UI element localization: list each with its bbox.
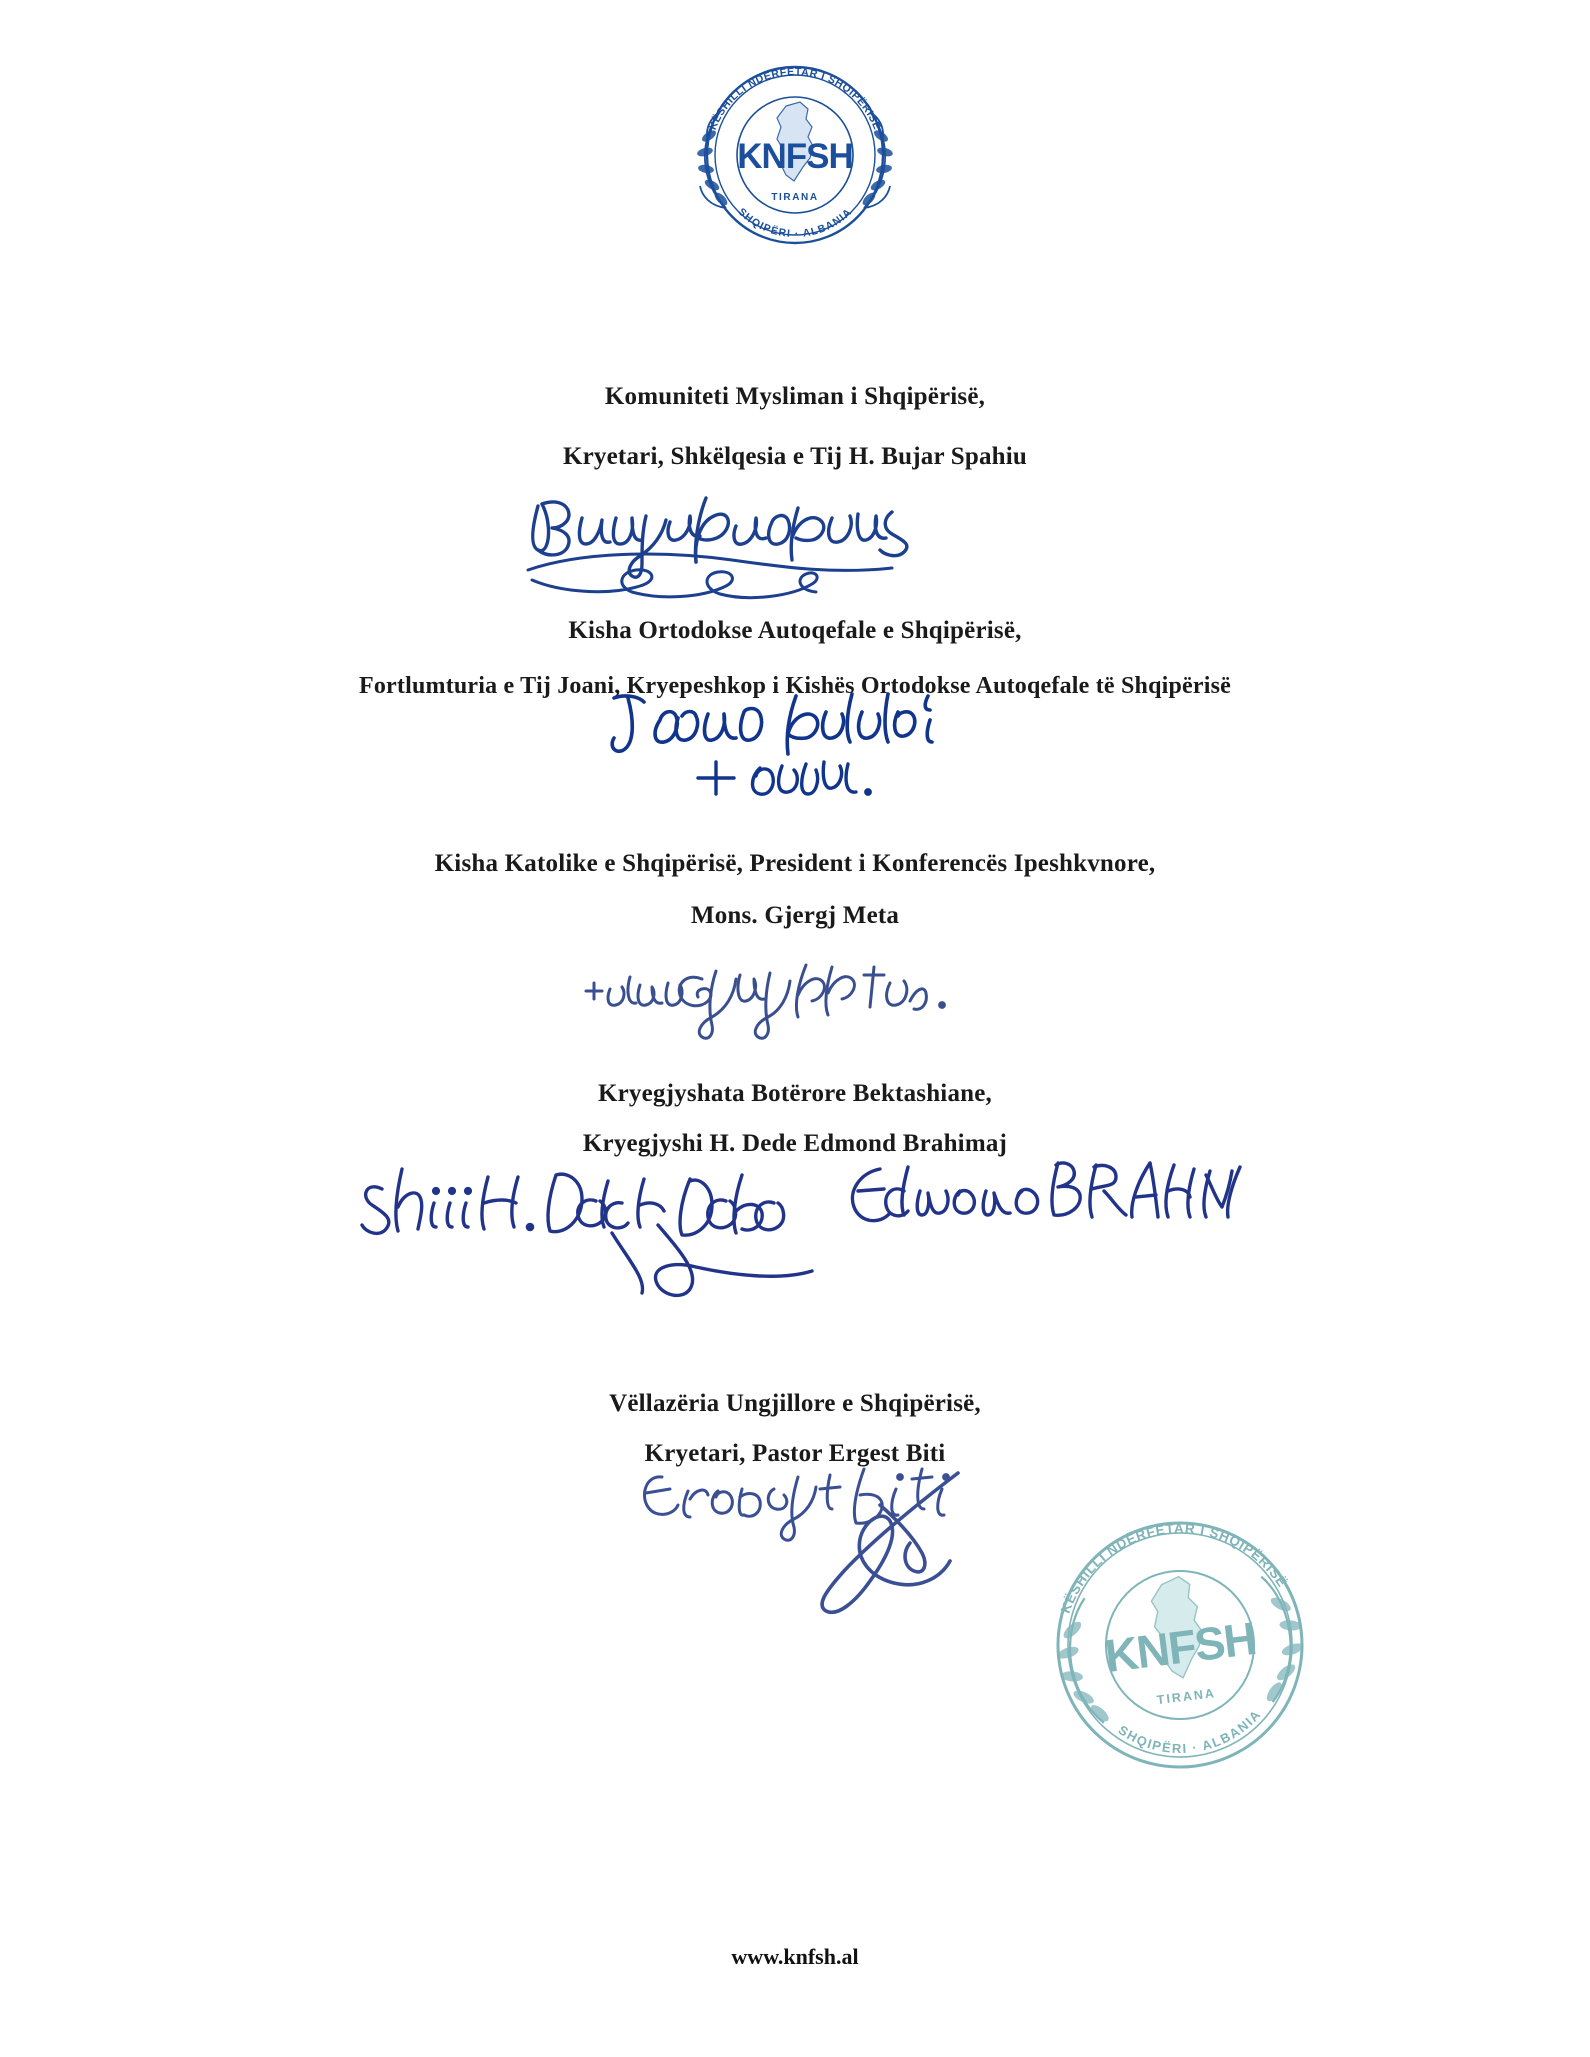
svg-text:SHQIPËRI · ALBANIA: SHQIPËRI · ALBANIA: [735, 205, 855, 241]
signatory-line: Kryegjyshi H. Dede Edmond Brahimaj: [582, 1129, 1008, 1157]
signatory-block-vellazeria-ungjillore: [0, 1385, 1590, 1472]
signature-joan-pelushi: [600, 690, 980, 810]
signatory-line: Fortlumturia e Tij Joani, Kryepeshkop i Kishës Ortodokse Autoqefale të Shqipërisë: [358, 672, 1231, 699]
signatory-line: Kryetari, Pastor Ergest Biti: [644, 1439, 946, 1467]
signatory-line: Komuniteti Mysliman i Shqipërisë,: [604, 383, 986, 410]
svg-text:KNFSH: KNFSH: [737, 137, 853, 176]
signatory-block-komuniteti-mysliman: [0, 378, 1590, 475]
svg-text:TIRANA: TIRANA: [771, 192, 819, 203]
signatory-block-kisha-katolike: [0, 845, 1590, 934]
signature-edmond-brahimaj: [360, 1155, 1240, 1310]
footer-website[interactable]: www.knfsh.al: [731, 1944, 859, 1969]
signatory-block-kisha-ortodokse: [0, 612, 1590, 704]
signatory-line: Kryetari, Shkëlqesia e Tij H. Bujar Spahiu: [562, 442, 1028, 470]
signature-ergest-biti: [640, 1465, 1000, 1625]
signatory-line: Kryegjyshata Botërore Bektashiane,: [597, 1080, 993, 1107]
svg-text:KËSHILLI NDËRFETAR I SHQIPËRIS: KËSHILLI NDËRFETAR I SHQIPËRISË: [1057, 1520, 1291, 1616]
knfsh-emblem-logo: [680, 40, 910, 270]
signatory-block-kryegjyshata-bektashiane: [0, 1075, 1590, 1162]
signatory-line: Kisha Ortodokse Autoqefale e Shqipërisë,: [568, 617, 1022, 644]
signatory-line: Kisha Katolike e Shqipërisë, President i Konferencës Ipeshkvnore,: [434, 850, 1156, 877]
signatory-line: Mons. Gjergj Meta: [690, 901, 900, 929]
svg-text:TIRANA: TIRANA: [1156, 1686, 1217, 1708]
svg-text:KËSHILLI NDËRFETAR I SHQIPËRIS: KËSHILLI NDËRFETAR I SHQIPËRISË: [706, 65, 884, 132]
knfsh-round-stamp: [1019, 1488, 1341, 1801]
signature-gjergj-meta: [580, 955, 980, 1065]
svg-text:SHQIPËRI · ALBANIA: SHQIPËRI · ALBANIA: [1115, 1706, 1265, 1757]
signatory-line: Vëllazëria Ungjillore e Shqipërisë,: [609, 1390, 981, 1417]
svg-text:KNFSH: KNFSH: [1102, 1611, 1259, 1682]
signature-bujar-spahiu: [520, 488, 970, 598]
